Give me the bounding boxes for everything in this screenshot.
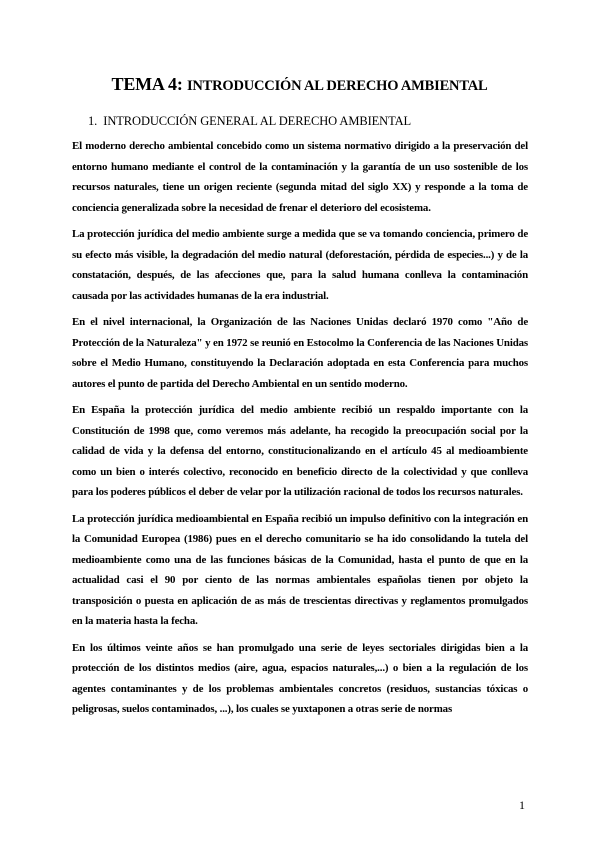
section-heading <box>88 114 411 129</box>
page-number: 1 <box>519 798 525 812</box>
paragraph: En los últimos veinte años se han promulgado una serie de leyes sectoriales dirigidas bien a la protección de los distintos medios (aire, agua, espacios naturales,...) o bien a la regulación de los agentes contaminantes y de los problemas ambientales concretos (residuos, sustancias tóxicas o peligrosas, suelos contaminados, ...), los cuales se yuxtaponen a otras serie de normas <box>72 641 528 715</box>
title-text: INTRODUCCIÓN AL DERECHO AMBIENTAL <box>186 78 488 94</box>
section-number: 1. <box>88 114 98 128</box>
paragraph: La protección jurídica medioambiental en España recibió un impulso definitivo con la integración en la Comunidad Europea (1986) pues en el derecho comunitario se ha ido consolidando la tutela del medioambiente como una de las funciones básicas de la Comunidad, hasta el punto de que en la actualidad casi el 90 por ciento de las normas ambientales españolas tienen por objeto la transposición o puesta en aplicación de as más de trescientas directivas y reglamentos promulgados en la materia hasta la fecha. <box>72 512 528 627</box>
paragraph: En el nivel internacional, la Organización de las Naciones Unidas declaró 1970 como "Año de Protección de la Naturaleza" y en 1972 se reunió en Estocolmo la Conferencia de las Naciones Unidas sobre el Medio Humano, constituyendo la Declaración adoptada en esta Conferencia para muchos autores el punto de partida del Derecho Ambiental en un sentido moderno. <box>72 316 528 390</box>
paragraph: La protección jurídica del medio ambiente surge a medida que se va tomando conciencia, primero de su efecto más visible, la degradación del medio natural (deforestación, pérdida de especies...) y de la constatación, después, de las afecciones que, para la salud humana conlleva la contaminación causada por las actividades humanas de la era industrial. <box>72 228 528 302</box>
paragraph: El moderno derecho ambiental concebido como un sistema normativo dirigido a la preservación del entorno humano mediante el control de la contaminación y la garantía de un uso sostenible de los recursos naturales, tiene un origen reciente (segunda mitad del siglo XX) y responde a la toma de conciencia generalizada sobre la necesidad de frenar el deterioro del ecosistema. <box>72 140 528 214</box>
section-title: INTRODUCCIÓN GENERAL AL DERECHO AMBIENTAL <box>103 114 412 128</box>
paragraph: En España la protección jurídica del medio ambiente recibió un respaldo importante con la Constitución de 1998 que, como veremos más adelante, ha recogido la preocupación social por la calidad de vida y la defensa del entorno, constitucionalizando en el artículo 45 al medioambiente como un bien o interés colectivo, reconocido en beneficio directo de la colectividad y que conlleva para los poderes públicos el deber de velar por la utilización racional de todos los recursos naturales. <box>72 404 528 498</box>
page-title <box>0 74 599 95</box>
document-body <box>72 136 528 726</box>
title-prefix: TEMA 4: <box>111 74 183 94</box>
